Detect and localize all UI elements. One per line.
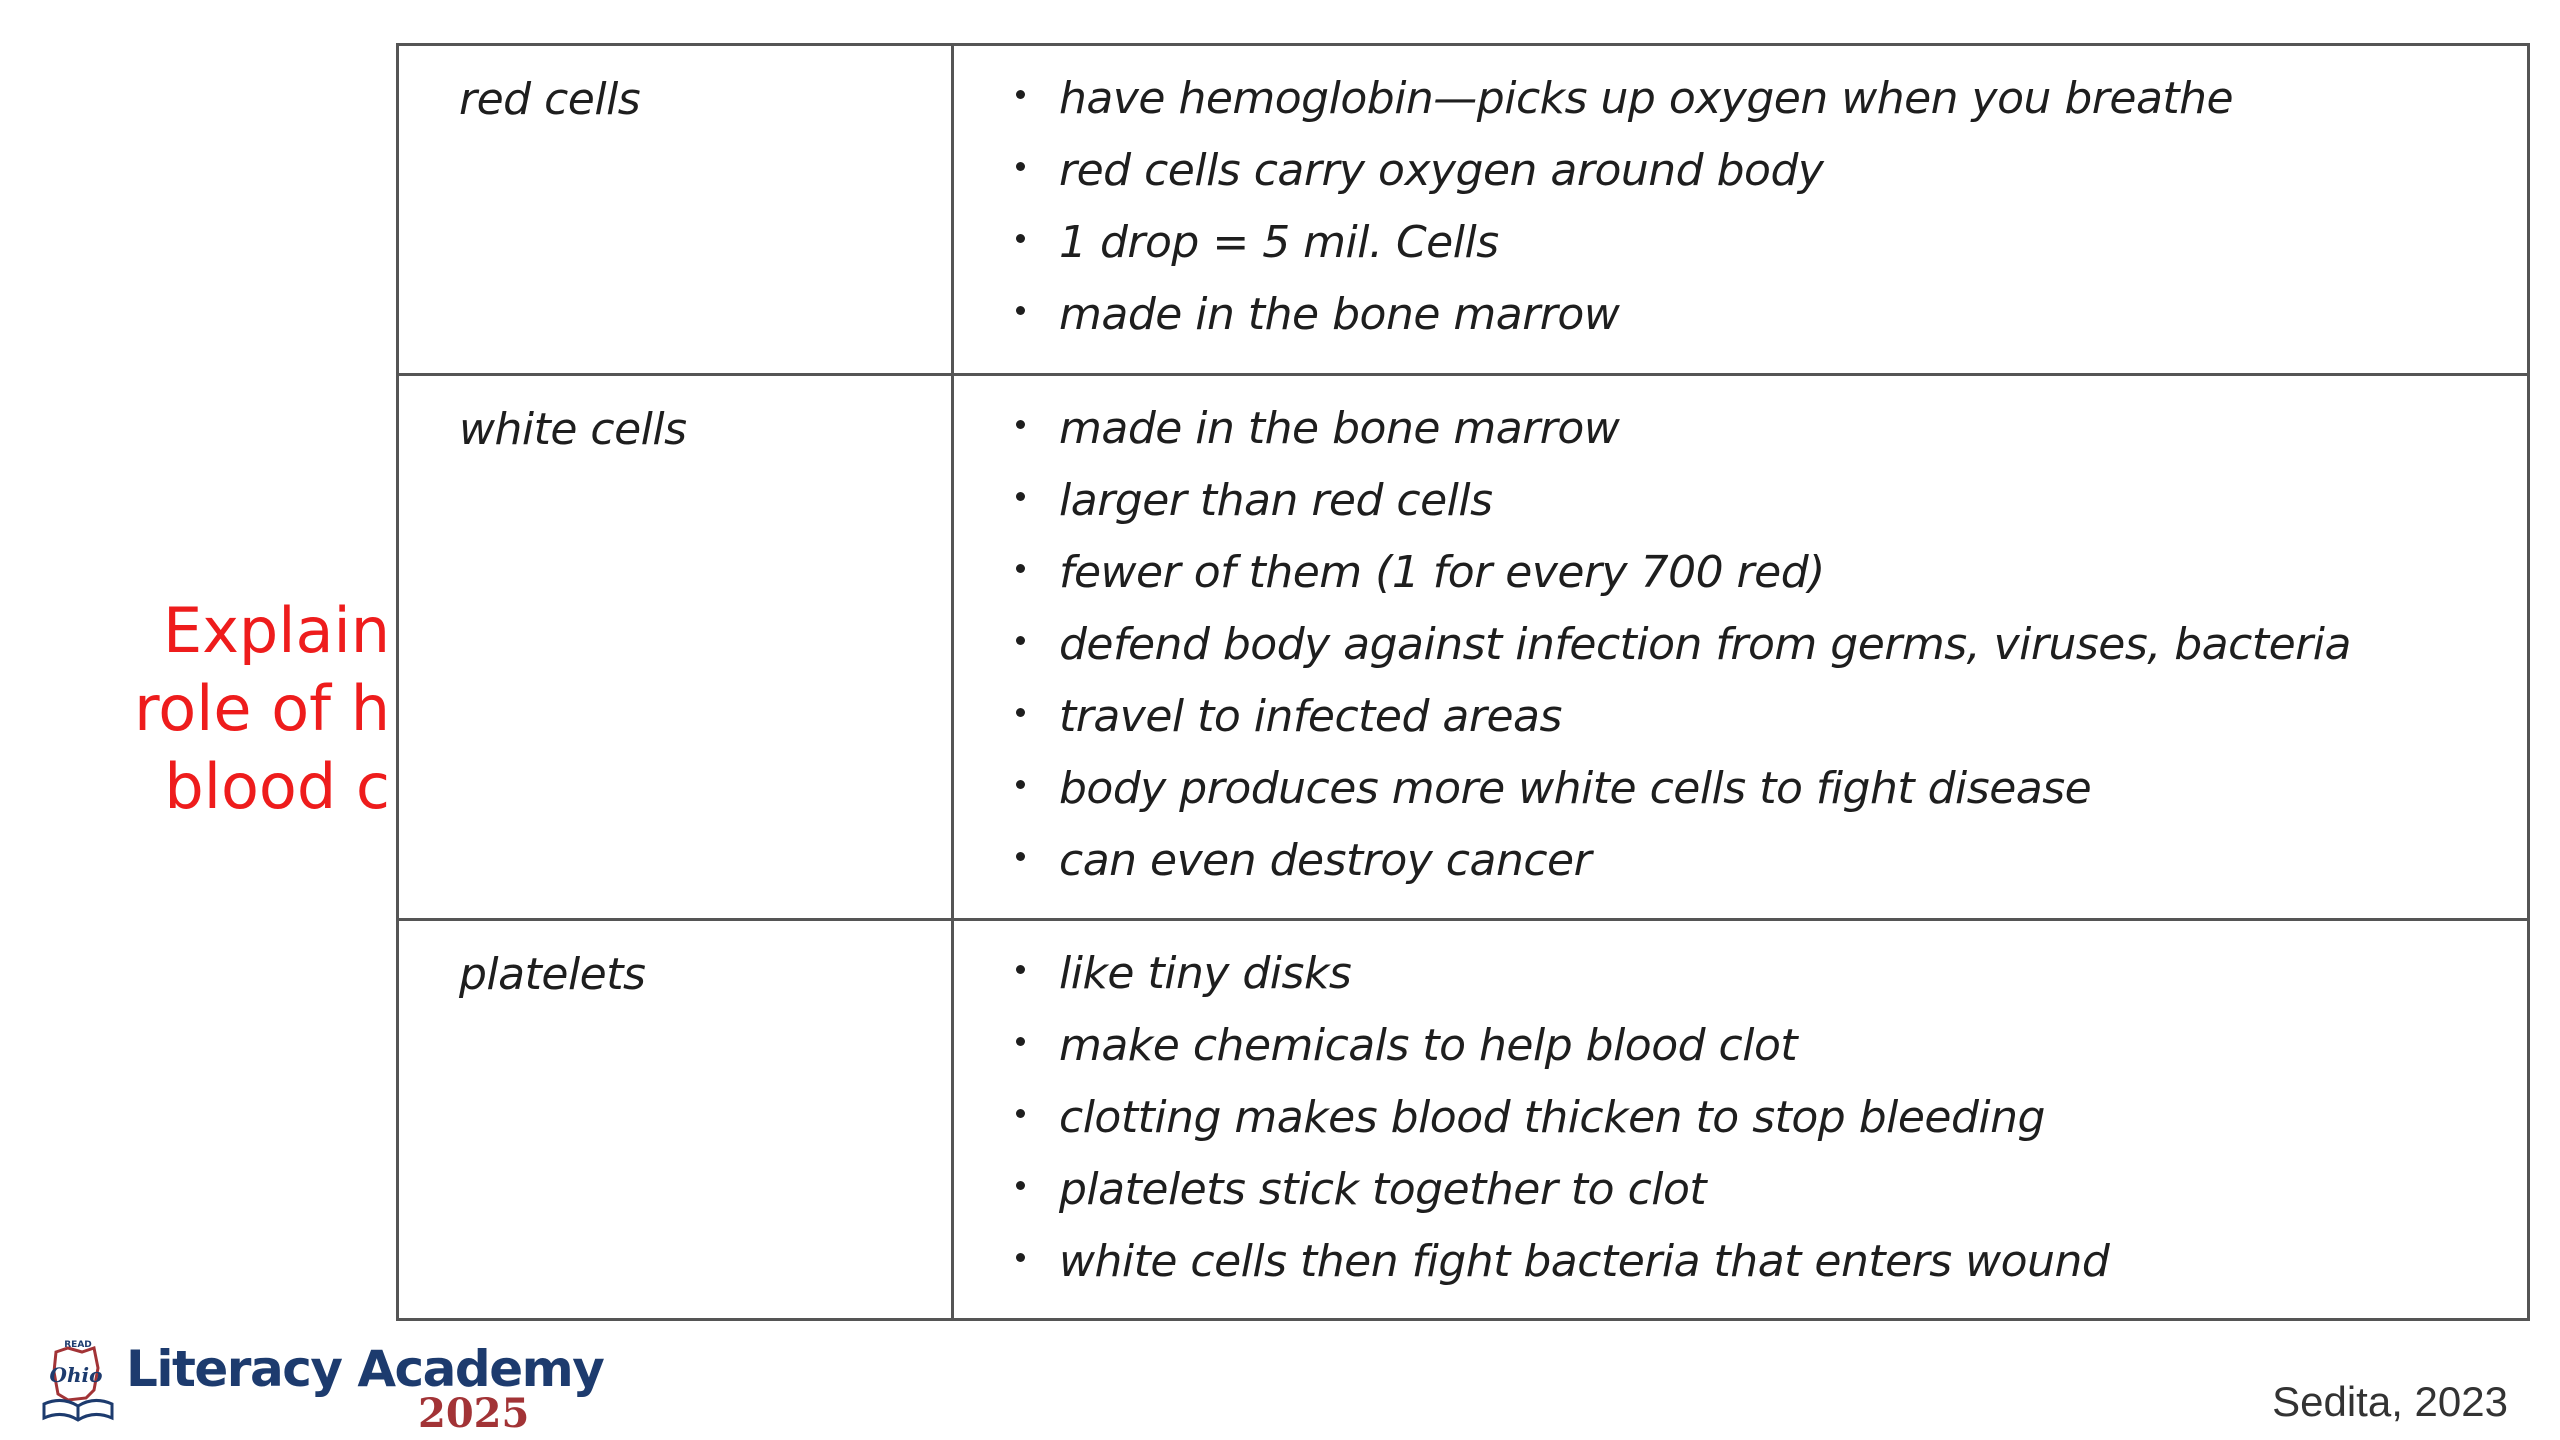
bullet-icon: [1016, 636, 1025, 645]
notes-table: [396, 43, 2530, 1321]
note-item: made in the bone marrow: [1014, 404, 2351, 476]
bullet-icon: [1016, 1037, 1025, 1046]
term-label: platelets: [459, 949, 646, 1000]
open-book-ohio-icon: [38, 1338, 118, 1428]
notes-list: [1014, 74, 2233, 362]
prompt-line-1: Explain: [163, 594, 390, 667]
bullet-icon: [1016, 708, 1025, 717]
note-item: defend body against infection from germs, viruses, bacteria: [1014, 620, 2351, 692]
notes-list: [1014, 404, 2351, 908]
bullet-icon: [1016, 492, 1025, 501]
bullet-icon: [1016, 780, 1025, 789]
note-item: have hemoglobin—picks up oxygen when you breathe: [1014, 74, 2233, 146]
logo-year: 2025: [418, 1390, 530, 1437]
bullet-icon: [1016, 234, 1025, 243]
note-item: platelets stick together to clot: [1014, 1165, 2109, 1237]
note-item: can even destroy cancer: [1014, 836, 2351, 908]
prompt-line-3: blood c: [164, 750, 390, 823]
bullet-icon: [1016, 852, 1025, 861]
bullet-icon: [1016, 1109, 1025, 1118]
note-item: red cells carry oxygen around body: [1014, 146, 2233, 218]
citation: Sedita, 2023: [2272, 1378, 2508, 1425]
bullet-icon: [1016, 90, 1025, 99]
note-item: made in the bone marrow: [1014, 290, 2233, 362]
bullet-icon: [1016, 1253, 1025, 1262]
term-label: red cells: [459, 74, 641, 125]
logo-read-text: READ: [64, 1340, 92, 1350]
prompt-text: [108, 592, 390, 832]
note-item: clotting makes blood thicken to stop bleeding: [1014, 1093, 2109, 1165]
note-item: fewer of them (1 for every 700 red): [1014, 548, 2351, 620]
term-label: white cells: [459, 404, 687, 455]
bullet-icon: [1016, 965, 1025, 974]
note-item: body produces more white cells to fight disease: [1014, 764, 2351, 836]
note-item: larger than red cells: [1014, 476, 2351, 548]
note-item: travel to infected areas: [1014, 692, 2351, 764]
term-cell-red-cells: [399, 46, 954, 376]
literacy-academy-logo: [38, 1338, 604, 1437]
notes-list: [1014, 949, 2109, 1309]
term-cell-white-cells: [399, 376, 954, 921]
note-item: make chemicals to help blood clot: [1014, 1021, 2109, 1093]
logo-title: Literacy Academy: [126, 1340, 604, 1398]
term-cell-platelets: [399, 921, 954, 1318]
bullet-icon: [1016, 162, 1025, 171]
prompt-line-2: role of h: [134, 672, 390, 745]
bullet-icon: [1016, 306, 1025, 315]
note-item: 1 drop = 5 mil. Cells: [1014, 218, 2233, 290]
logo-state-text: Ohio: [49, 1363, 103, 1387]
note-item: like tiny disks: [1014, 949, 2109, 1021]
bullet-icon: [1016, 420, 1025, 429]
notes-cell-platelets: [954, 921, 2527, 1318]
notes-cell-white-cells: [954, 376, 2527, 921]
note-item: white cells then fight bacteria that enters wound: [1014, 1237, 2109, 1309]
bullet-icon: [1016, 1181, 1025, 1190]
bullet-icon: [1016, 564, 1025, 573]
notes-cell-red-cells: [954, 46, 2527, 376]
